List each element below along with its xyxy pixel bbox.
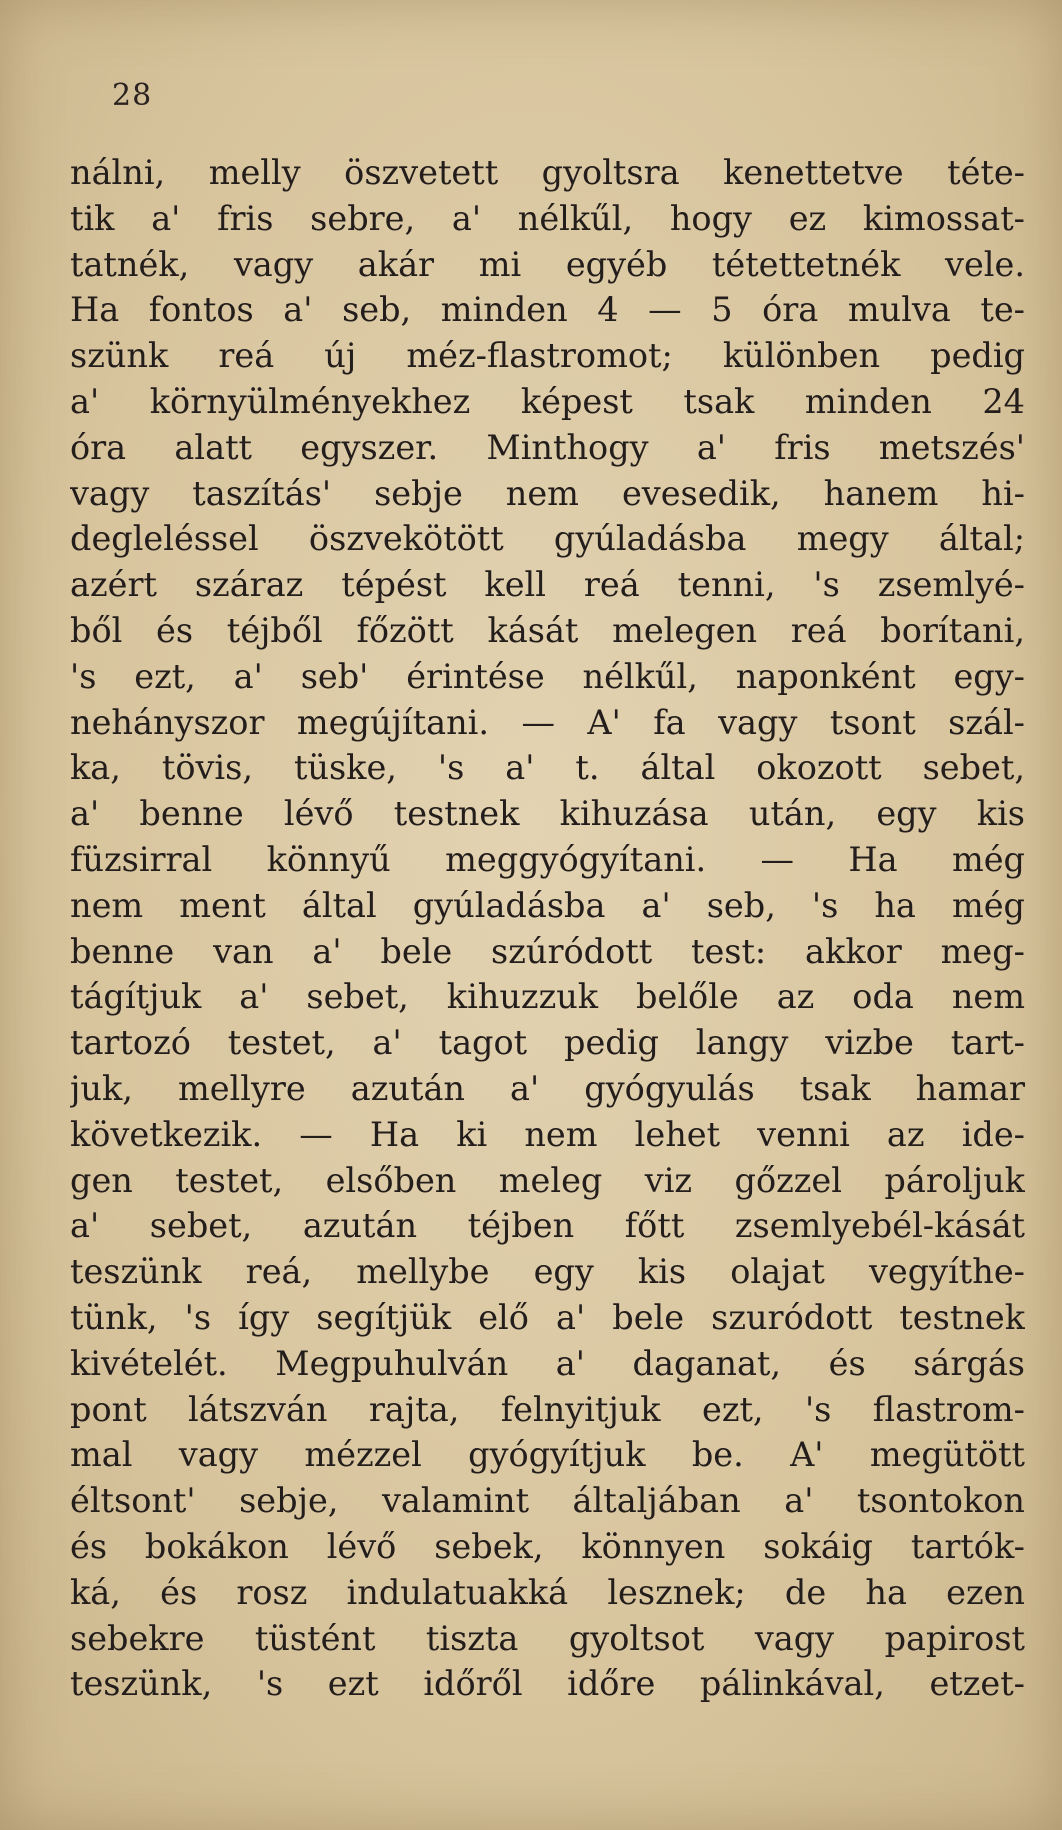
text-line: vagy taszítás' sebje nem evesedik, hanem hi- [70, 473, 1025, 513]
text-line: juk, mellyre azután a' gyógyulás tsak hamar [70, 1068, 1025, 1108]
text-line: nehányszor megújítani. — A' fa vagy tsont szál- [70, 702, 1025, 742]
text-line: mal vagy mézzel gyógyítjuk be. A' megütött [70, 1435, 1025, 1475]
text-line: következik. — Ha ki nem lehet venni az ide- [70, 1114, 1025, 1154]
text-line: ká, és rosz indulatuakká lesznek; de ha ezen [70, 1572, 1025, 1612]
text-line: a' sebet, azután téjben főtt zsemlyebél-kását [70, 1206, 1025, 1246]
page-number: 28 [112, 78, 153, 113]
text-line: teszünk reá, mellybe egy kis olajat vegyíthe- [70, 1252, 1025, 1292]
text-line: teszünk, 's ezt időről időre pálinkával, etzet- [70, 1664, 1025, 1704]
text-line: a' benne lévő testnek kihuzása után, egy kis [70, 794, 1025, 834]
text-line: óra alatt egyszer. Minthogy a' fris metszés' [70, 427, 1025, 467]
text-line: azért száraz tépést kell reá tenni, 's zsemlyé- [70, 565, 1025, 605]
text-line: tartozó testet, a' tagot pedig langy vizbe tart- [70, 1023, 1025, 1063]
text-line: sebekre tüstént tiszta gyoltsot vagy papirost [70, 1618, 1025, 1658]
text-line: tik a' fris sebre, a' nélkűl, hogy ez kimossat- [70, 198, 1025, 238]
text-line: 's ezt, a' seb' érintése nélkűl, naponként egy- [70, 656, 1025, 696]
text-line: nálni, melly öszvetett gyoltsra kenettetve téte- [70, 153, 1025, 192]
text-line: ből és téjből főzött kását melegen reá borítani, [70, 610, 1025, 650]
text-line: tágítjuk a' sebet, kihuzzuk belőle az oda nem [70, 977, 1025, 1017]
text-line: éltsont' sebje, valamint általjában a' tsontokon [70, 1481, 1025, 1521]
text-line: szünk reá új méz-flastromot; különben pedig [70, 336, 1025, 376]
text-line: és bokákon lévő sebek, könnyen sokáig tartók- [70, 1526, 1025, 1566]
text-line: gen testet, elsőben meleg viz gőzzel pároljuk [70, 1160, 1025, 1200]
text-line: füzsirral könnyű meggyógyítani. — Ha még [70, 839, 1025, 879]
text-line: kivételét. Megpuhulván a' daganat, és sárgás [70, 1343, 1025, 1383]
text-line: pont látszván rajta, felnyitjuk ezt, 's flastrom- [70, 1389, 1025, 1429]
text-line: nem ment által gyúladásba a' seb, 's ha még [70, 885, 1025, 925]
text-line: ka, tövis, tüske, 's a' t. által okozott sebet, [70, 748, 1025, 788]
text-line: tünk, 's így segítjük elő a' bele szuródott testnek [70, 1297, 1025, 1337]
text-line: a' környülményekhez képest tsak minden 24 [70, 381, 1025, 421]
body-text [70, 150, 1025, 1707]
text-line: degleléssel öszvekötött gyúladásba megy által; [70, 519, 1025, 559]
text-line: benne van a' bele szúródott test: akkor meg- [70, 931, 1025, 971]
text-line: Ha fontos a' seb, minden 4 — 5 óra mulva te- [70, 290, 1025, 330]
text-line: tatnék, vagy akár mi egyéb tétettetnék vele. [70, 244, 1025, 284]
